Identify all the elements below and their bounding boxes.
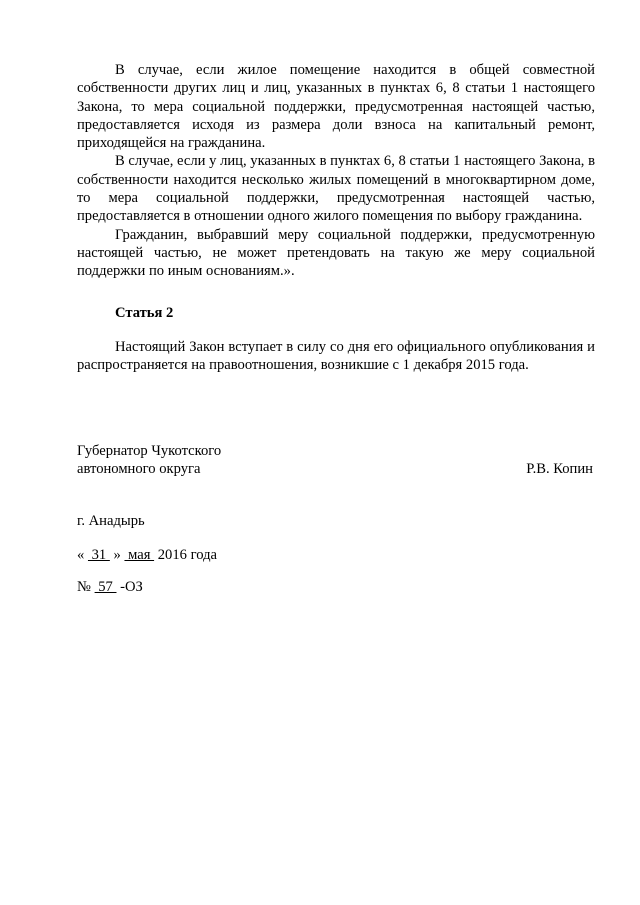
date-month: мая — [124, 547, 155, 563]
signature-block — [77, 442, 593, 479]
paragraph-single-measure: Гражданин, выбравший меру социальной поддержки, предусмотренную настоящей частью, не может претендовать на такую же меру социальной поддержки по иным основаниям.». — [77, 226, 595, 280]
date-day: 31 — [87, 547, 110, 563]
paragraph-multiple-premises: В случае, если у лиц, указанных в пунктах 6, 8 статьи 1 настоящего Закона, в собственности находится несколько жилых помещений в многоквартирном доме, то мера социальной поддержки, предусмотренная настоящей частью, предоставляется в отношении одного жилого помещения по выбору гражданина. — [77, 153, 595, 225]
article-2-body — [77, 338, 595, 375]
signatory-title-line-2: автономного округа — [77, 461, 201, 478]
date-year: 2016 года — [157, 547, 217, 563]
article-2-text: Настоящий Закон вступает в силу со дня его официального опубликования и распространяется на правоотношения, возникшие с 1 декабря 2015 года. — [77, 339, 595, 374]
signatory-title-line-1: Губернатор Чукотского — [77, 443, 222, 459]
date-open-quote: « — [77, 547, 85, 563]
date-close-quote: » — [113, 547, 121, 563]
signing-date — [77, 546, 217, 564]
law-number-suffix: -ОЗ — [120, 579, 143, 595]
law-number-value: 57 — [94, 579, 117, 595]
law-number — [77, 578, 143, 596]
amendment-text — [77, 61, 595, 281]
paragraph-shared-ownership: В случае, если жилое помещение находится в общей совместной собственности других лиц и лиц, указанных в пунктах 6, 8 статьи 1 настоящего Закона, то мера социальной поддержки, предусмотренная настоящей частью, предоставляется исходя из размера доли взноса на капитальный ремонт, приходящейся на гражданина. — [77, 62, 595, 152]
article-2-heading: Статья 2 — [115, 305, 174, 321]
place-of-signing: г. Анадырь — [77, 513, 145, 529]
law-number-prefix: № — [77, 579, 91, 595]
signatory-name: Р.В. Копин — [526, 461, 593, 478]
